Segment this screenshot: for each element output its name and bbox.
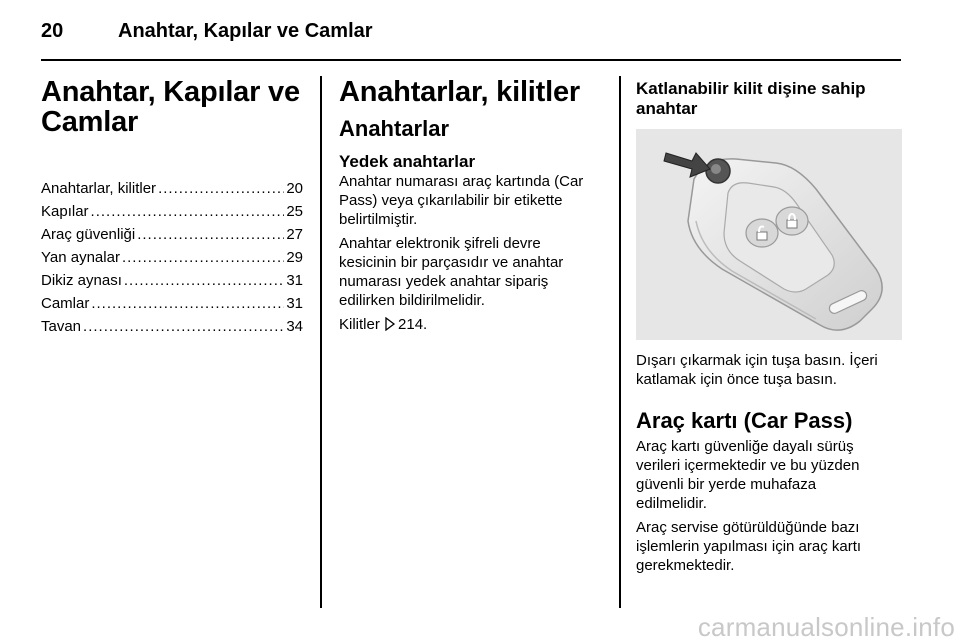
text-line: verileri içermektedir ve bu yüzden <box>636 457 860 474</box>
toc-leader <box>91 292 284 315</box>
toc-page: 25 <box>286 203 303 220</box>
cross-reference[interactable] <box>339 315 605 336</box>
toc-label: Yan aynalar <box>41 249 120 266</box>
column-middle <box>339 77 605 336</box>
text-line: gerekmektedir. <box>636 557 735 574</box>
text-line: kesicinin bir parçasıdır ve anahtar <box>339 254 564 271</box>
text-line: Dışarı çıkarmak için tuşa basın. İçeri <box>636 352 878 369</box>
reference-page: 214. <box>398 316 428 333</box>
car-pass-title: Araç kartı (Car Pass) <box>636 408 853 433</box>
toc-item[interactable] <box>41 177 303 200</box>
chapter-title-line1: Anahtar, Kapılar ve <box>41 76 300 108</box>
toc-label: Anahtarlar, kilitler <box>41 180 157 197</box>
section-title: Anahtarlar, kilitler <box>339 76 580 108</box>
column-right <box>636 77 902 575</box>
toc-item[interactable] <box>41 246 303 269</box>
watermark: carmanualsonline.info <box>697 612 955 642</box>
heading-line: anahtar <box>636 99 698 118</box>
text-line: işlemlerin yapılması için araç kartı <box>636 538 862 555</box>
paragraph-car-pass <box>636 437 902 513</box>
toc-label: Dikiz aynası <box>41 272 122 289</box>
key-heading <box>636 79 902 119</box>
paragraph-key-number <box>339 172 605 229</box>
toc-label: Araç güvenliği <box>41 226 136 243</box>
toc-page: 31 <box>286 272 303 289</box>
toc-item[interactable] <box>41 315 303 338</box>
toc-page: 31 <box>286 295 303 312</box>
toc-page: 27 <box>286 226 303 243</box>
heading-line: Katlanabilir kilit dişine sahip <box>636 79 866 98</box>
text-line: Pass) veya çıkarılabilir bir etikette <box>339 192 563 209</box>
toc-leader <box>124 269 284 292</box>
toc-item[interactable] <box>41 292 303 315</box>
toc-label: Kapılar <box>41 203 89 220</box>
text-line: Araç kartı güvenliğe dayalı sürüş <box>636 438 854 455</box>
toc-leader <box>158 177 284 200</box>
folding-key-icon <box>636 129 902 340</box>
toc-page: 20 <box>286 180 303 197</box>
column-left <box>41 77 303 338</box>
paragraph-car-pass-service <box>636 518 902 575</box>
toc-page: 29 <box>286 249 303 266</box>
text-line: numarası yedek anahtar sipariş <box>339 273 549 290</box>
folding-key-illustration <box>636 129 902 340</box>
text-line: belirtilmiştir. <box>339 211 418 228</box>
page-number: 20 <box>41 20 64 42</box>
toc-leader <box>83 315 284 338</box>
toc-page: 34 <box>286 318 303 335</box>
page-header <box>41 20 901 50</box>
header-rule <box>41 59 901 61</box>
text-line: Araç servise götürüldüğünde bazı <box>636 519 860 536</box>
table-of-contents <box>41 177 303 338</box>
text-line: katlamak için önce tuşa basın. <box>636 371 837 388</box>
text-line: güvenli bir yerde muhafaza <box>636 476 817 493</box>
column-divider-left <box>320 76 322 608</box>
text-line: edilirken bildirilmelidir. <box>339 292 485 309</box>
toc-leader <box>91 200 285 223</box>
reference-label: Kilitler <box>339 316 380 333</box>
toc-label: Tavan <box>41 318 82 335</box>
illustration-caption <box>636 351 902 389</box>
paragraph-key-electronic <box>339 234 605 310</box>
text-line: edilmelidir. <box>636 495 707 512</box>
sub-subsection-title: Yedek anahtarlar <box>339 152 476 171</box>
chapter-title-line2: Camlar <box>41 106 139 138</box>
text-line: Anahtar elektronik şifreli devre <box>339 235 541 252</box>
toc-label: Camlar <box>41 295 90 312</box>
page-reference-icon <box>384 317 396 336</box>
chapter-title <box>41 77 303 137</box>
toc-item[interactable] <box>41 223 303 246</box>
toc-leader <box>122 246 284 269</box>
toc-item[interactable] <box>41 200 303 223</box>
toc-leader <box>137 223 284 246</box>
header-title: Anahtar, Kapılar ve Camlar <box>118 20 373 42</box>
toc-item[interactable] <box>41 269 303 292</box>
subsection-title: Anahtarlar <box>339 116 450 141</box>
text-line: Anahtar numarası araç kartında (Car <box>339 173 584 190</box>
column-divider-right <box>619 76 621 608</box>
